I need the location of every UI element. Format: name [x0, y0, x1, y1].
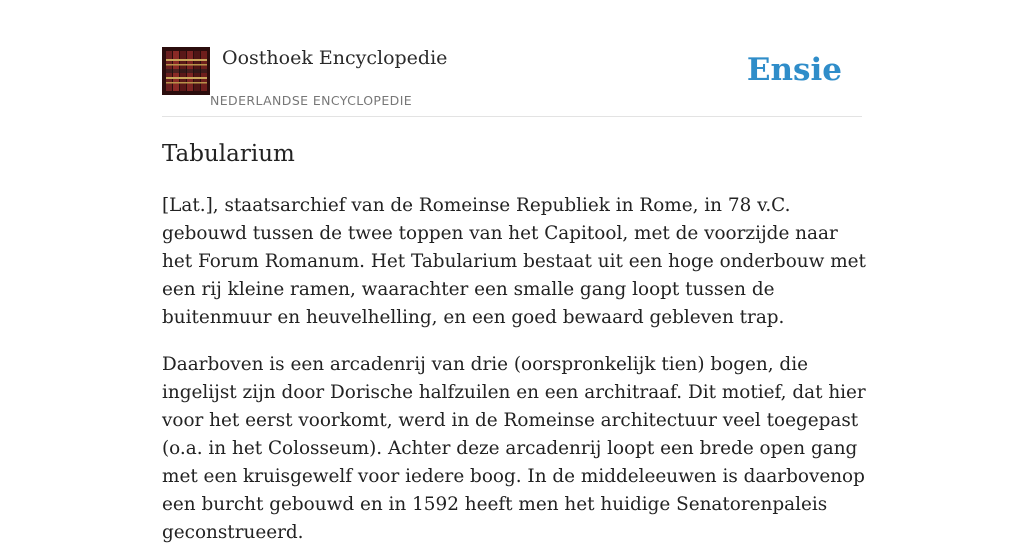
article-title: Tabularium	[162, 141, 295, 167]
article-paragraph-2: Daarboven is een arcadenrij van drie (oorspronkelijk tien) bogen, die ingelijst zijn door Dorische halfzuilen en een architraaf. Dit motief, dat hier voor het eerst voorkomt, werd in de Romeinse architectuur veel toegepast (o.a. in het Colosseum). Achter deze arcadenrij loopt een brede open gang met een kruisgewelf voor iedere boog. In de middeleeuwen is daarbovenop een burcht gebouwd en in 1592 heeft men het huidige Senatorenpaleis geconstrueerd.	[162, 354, 866, 543]
article	[162, 138, 866, 547]
ensie-logo-link[interactable]: Ensie	[746, 52, 842, 88]
site-subtitle: NEDERLANDSE ENCYCLOPEDIE	[210, 93, 413, 108]
site-title-link[interactable]: Oosthoek Encyclopedie	[222, 47, 448, 69]
site-header	[162, 46, 862, 117]
article-paragraph-1: [Lat.], staatsarchief van de Romeinse Republiek in Rome, in 78 v.C. gebouwd tussen de twee toppen van het Capitool, met de voorzijde naar het Forum Romanum. Het Tabularium bestaat uit een hoge onderbouw met een rij kleine ramen, waarachter een smalle gang loopt tussen de buitenmuur en heuvelhelling, en een goed bewaard gebleven trap.	[162, 195, 866, 328]
encyclopedia-books-icon[interactable]	[162, 47, 210, 95]
